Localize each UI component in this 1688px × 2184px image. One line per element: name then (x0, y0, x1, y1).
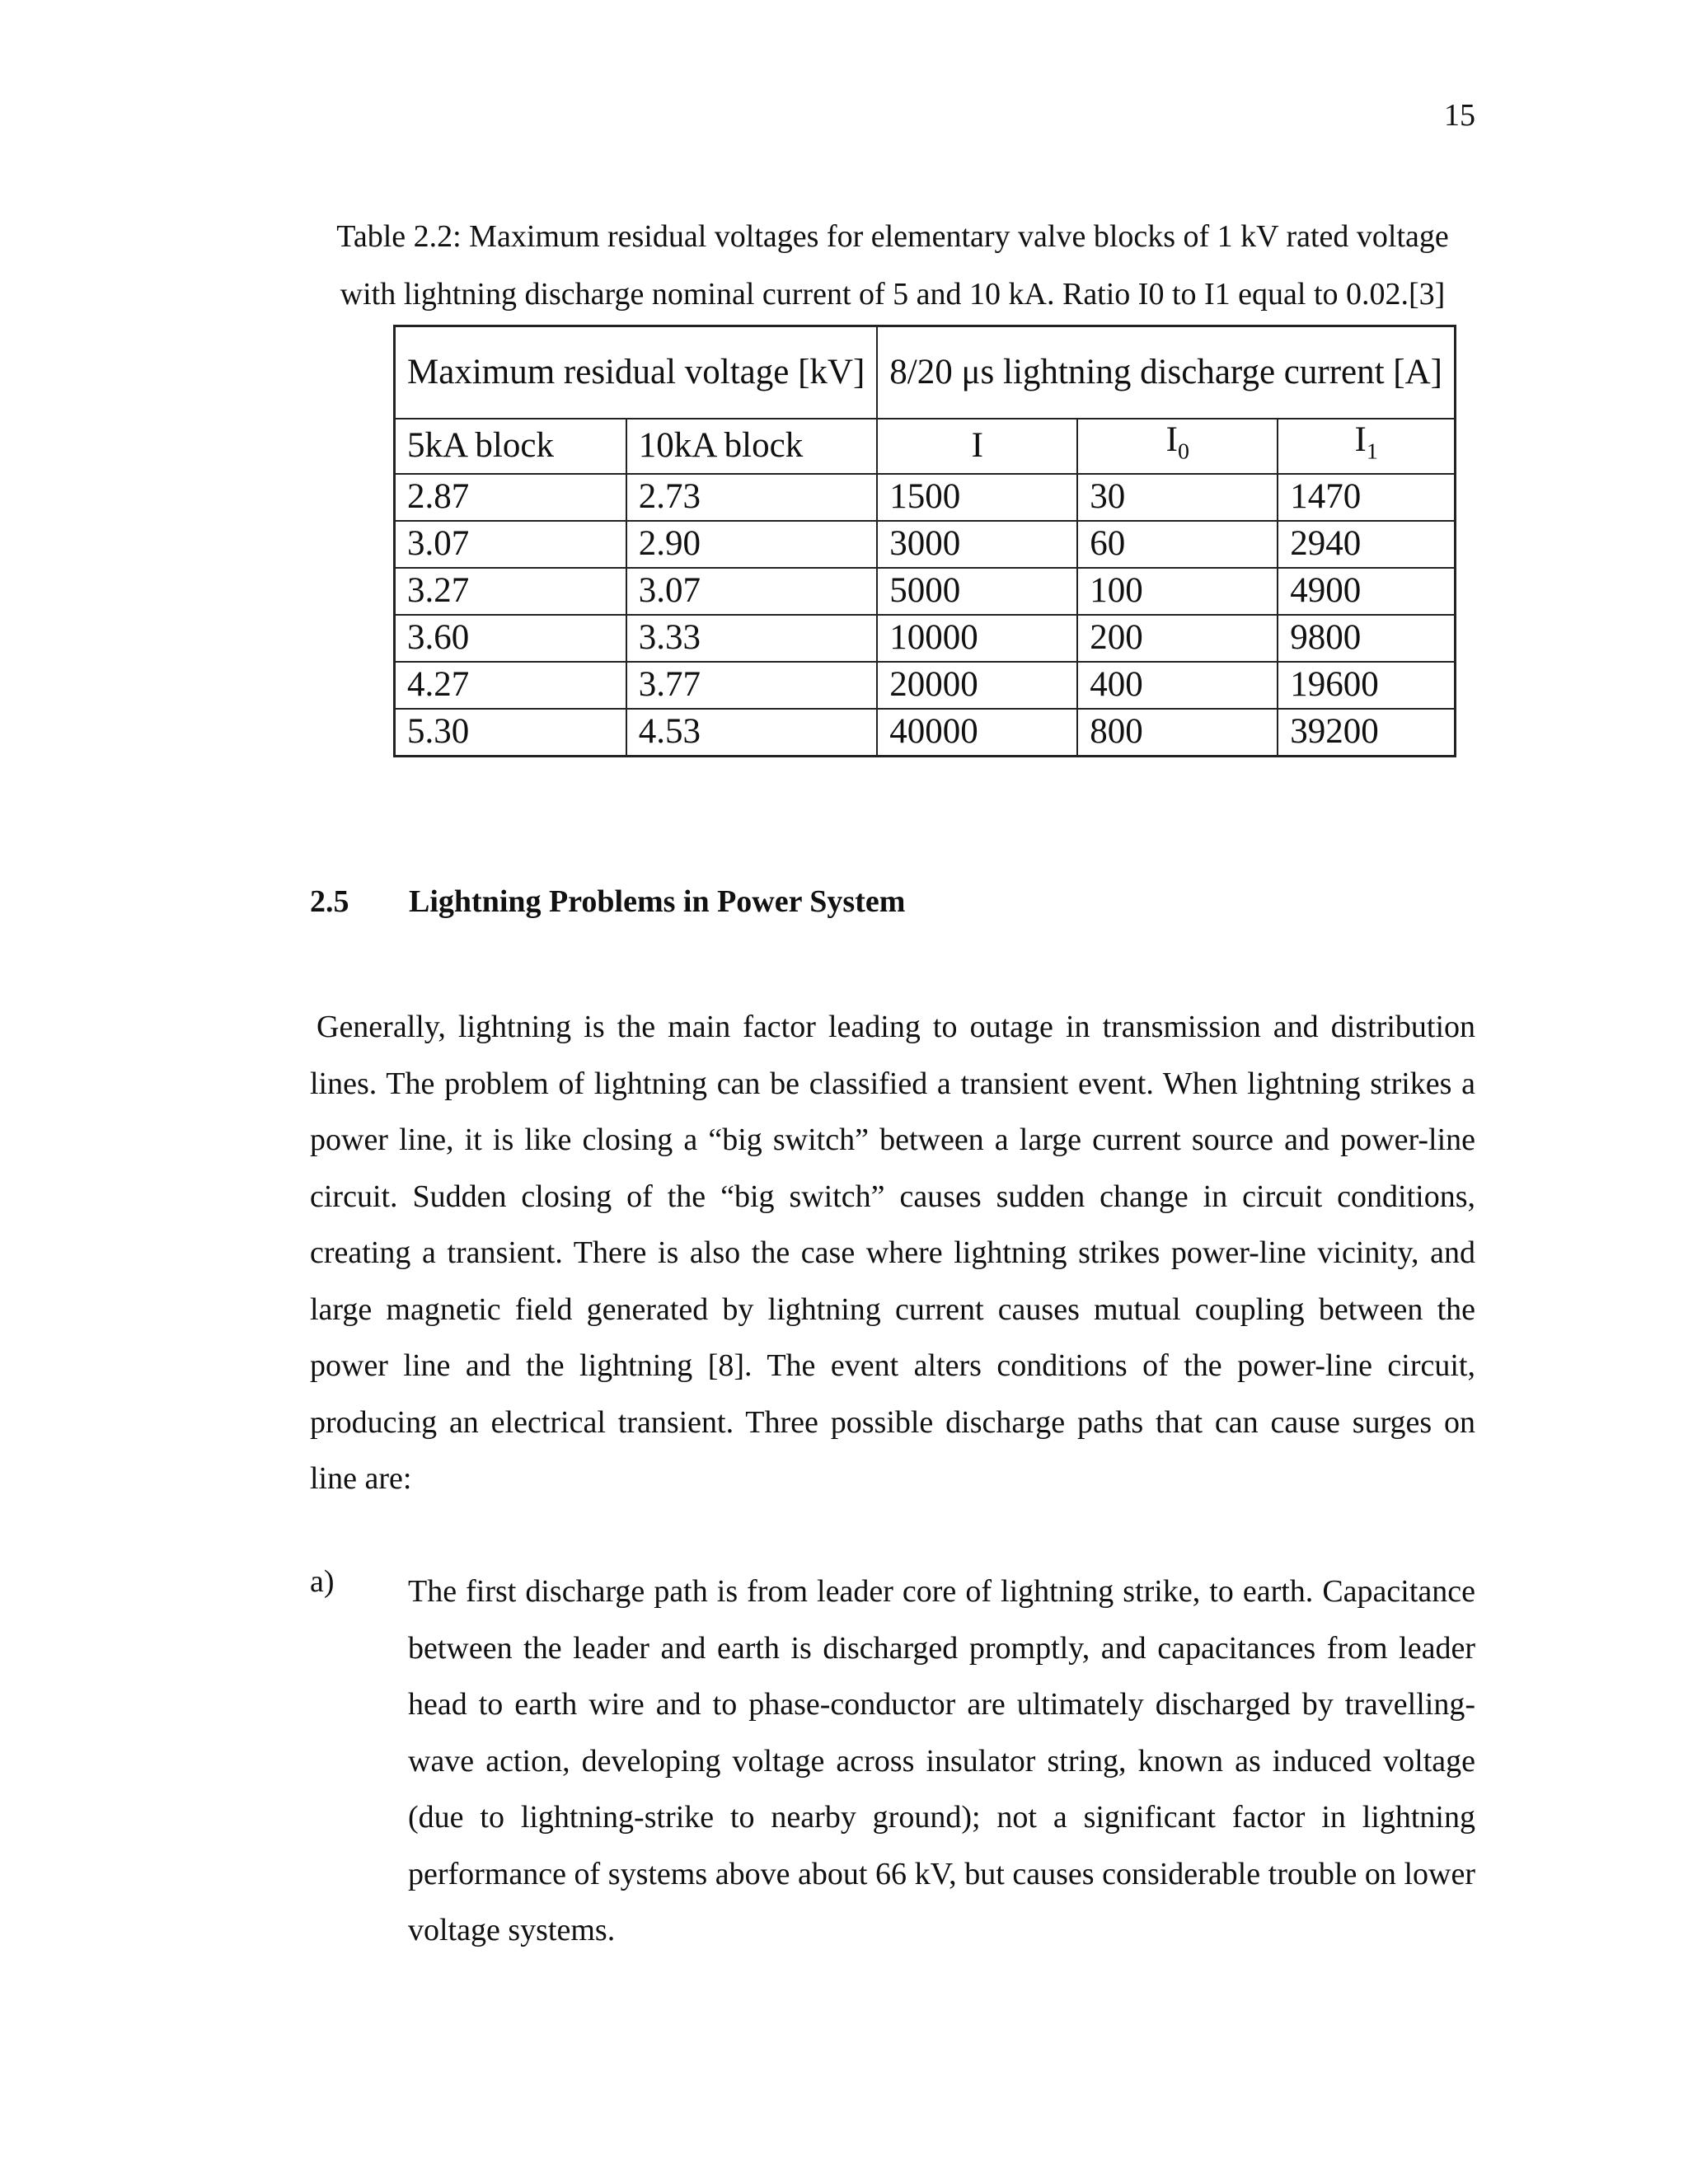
column-header: 5kA block (395, 419, 626, 474)
table-cell: 40000 (877, 709, 1077, 757)
table-cell: 1470 (1278, 474, 1455, 521)
page-number: 15 (1444, 98, 1475, 133)
section-number: 2.5 (310, 884, 349, 919)
table-row (395, 662, 1456, 709)
table-row (395, 568, 1456, 615)
table-cell: 5000 (877, 568, 1077, 615)
table-row (395, 709, 1456, 757)
table-cell: 39200 (1278, 709, 1455, 757)
column-header: 10kA block (626, 419, 878, 474)
section-title: Lightning Problems in Power System (409, 884, 906, 919)
column-header: $I_0$ (1077, 419, 1278, 474)
column-header: I (877, 419, 1077, 474)
table-cell: 800 (1077, 709, 1278, 757)
section-heading (310, 883, 905, 920)
table-cell: 3.07 (395, 521, 626, 568)
table-cell: 3.27 (395, 568, 626, 615)
table-cell: 2940 (1278, 521, 1455, 568)
table-cell: 2.90 (626, 521, 878, 568)
table-cell: 400 (1077, 662, 1278, 709)
list-item-text: The first discharge path is from leader core of lightning strike, to earth. Capacitance between the leader and earth is discharged promptly, and capacitances from leader head to earth wire and to phase-conductor are ultimately discharged by travelling-wave action, developing voltage across insulator string, known as induced voltage (due to lightning-strike to nearby ground); not a significant factor in lightning performance of systems above about 66 kV, but causes considerable trouble on lower voltage systems. (408, 1574, 1475, 1947)
table-cell: 100 (1077, 568, 1278, 615)
group-header-voltage: Maximum residual voltage [kV] (395, 326, 878, 419)
table-cell: 200 (1077, 615, 1278, 662)
table-cell: 3.77 (626, 662, 878, 709)
table-cell: 3000 (877, 521, 1077, 568)
table-caption: Table 2.2: Maximum residual voltages for elementary valve blocks of 1 kV rated voltage with lightning discharge nominal current of 5 and 10 kA. Ratio I0 to I1 equal to 0.02.[3] (336, 219, 1449, 312)
table-cell: 9800 (1278, 615, 1455, 662)
table-cell: 3.07 (626, 568, 878, 615)
list-label: a) (310, 1564, 335, 1599)
table-row (395, 521, 1456, 568)
table-cell: 3.33 (626, 615, 878, 662)
table-cell: 2.87 (395, 474, 626, 521)
residual-voltage-table (393, 325, 1456, 757)
table-cell: 60 (1077, 521, 1278, 568)
paragraph-text: Generally, lightning is the main factor leading to outage in transmission and distribution lines. The problem of lightning can be classified a transient event. When lightning strikes a power line, it is like closing a “big switch” between a large current source and power-line circuit. Sudden closing of the “big switch” causes sudden change in circuit conditions, creating a transient. There is also the case where lightning strikes power-line vicinity, and large magnetic field generated by lightning current causes mutual coupling between the power line and the lightning [8]. The event alters conditions of the power-line circuit, producing an electrical transient. Three possible discharge paths that can cause surges on line are: (310, 1010, 1475, 1496)
group-header-current: 8/20 μs lightning discharge current [A] (877, 326, 1455, 419)
column-header: $I_1$ (1278, 419, 1455, 474)
table-cell: 1500 (877, 474, 1077, 521)
body-paragraph (310, 999, 1475, 1507)
table-cell: 4900 (1278, 568, 1455, 615)
table-cell: 19600 (1278, 662, 1455, 709)
table-cell: 5.30 (395, 709, 626, 757)
table-row (395, 615, 1456, 662)
table-cell: 4.53 (626, 709, 878, 757)
table-cell: 3.60 (395, 615, 626, 662)
table-row (395, 474, 1456, 521)
table-cell: 10000 (877, 615, 1077, 662)
table-cell: 4.27 (395, 662, 626, 709)
table-cell: 2.73 (626, 474, 878, 521)
table-cell: 30 (1077, 474, 1278, 521)
table-cell: 20000 (877, 662, 1077, 709)
